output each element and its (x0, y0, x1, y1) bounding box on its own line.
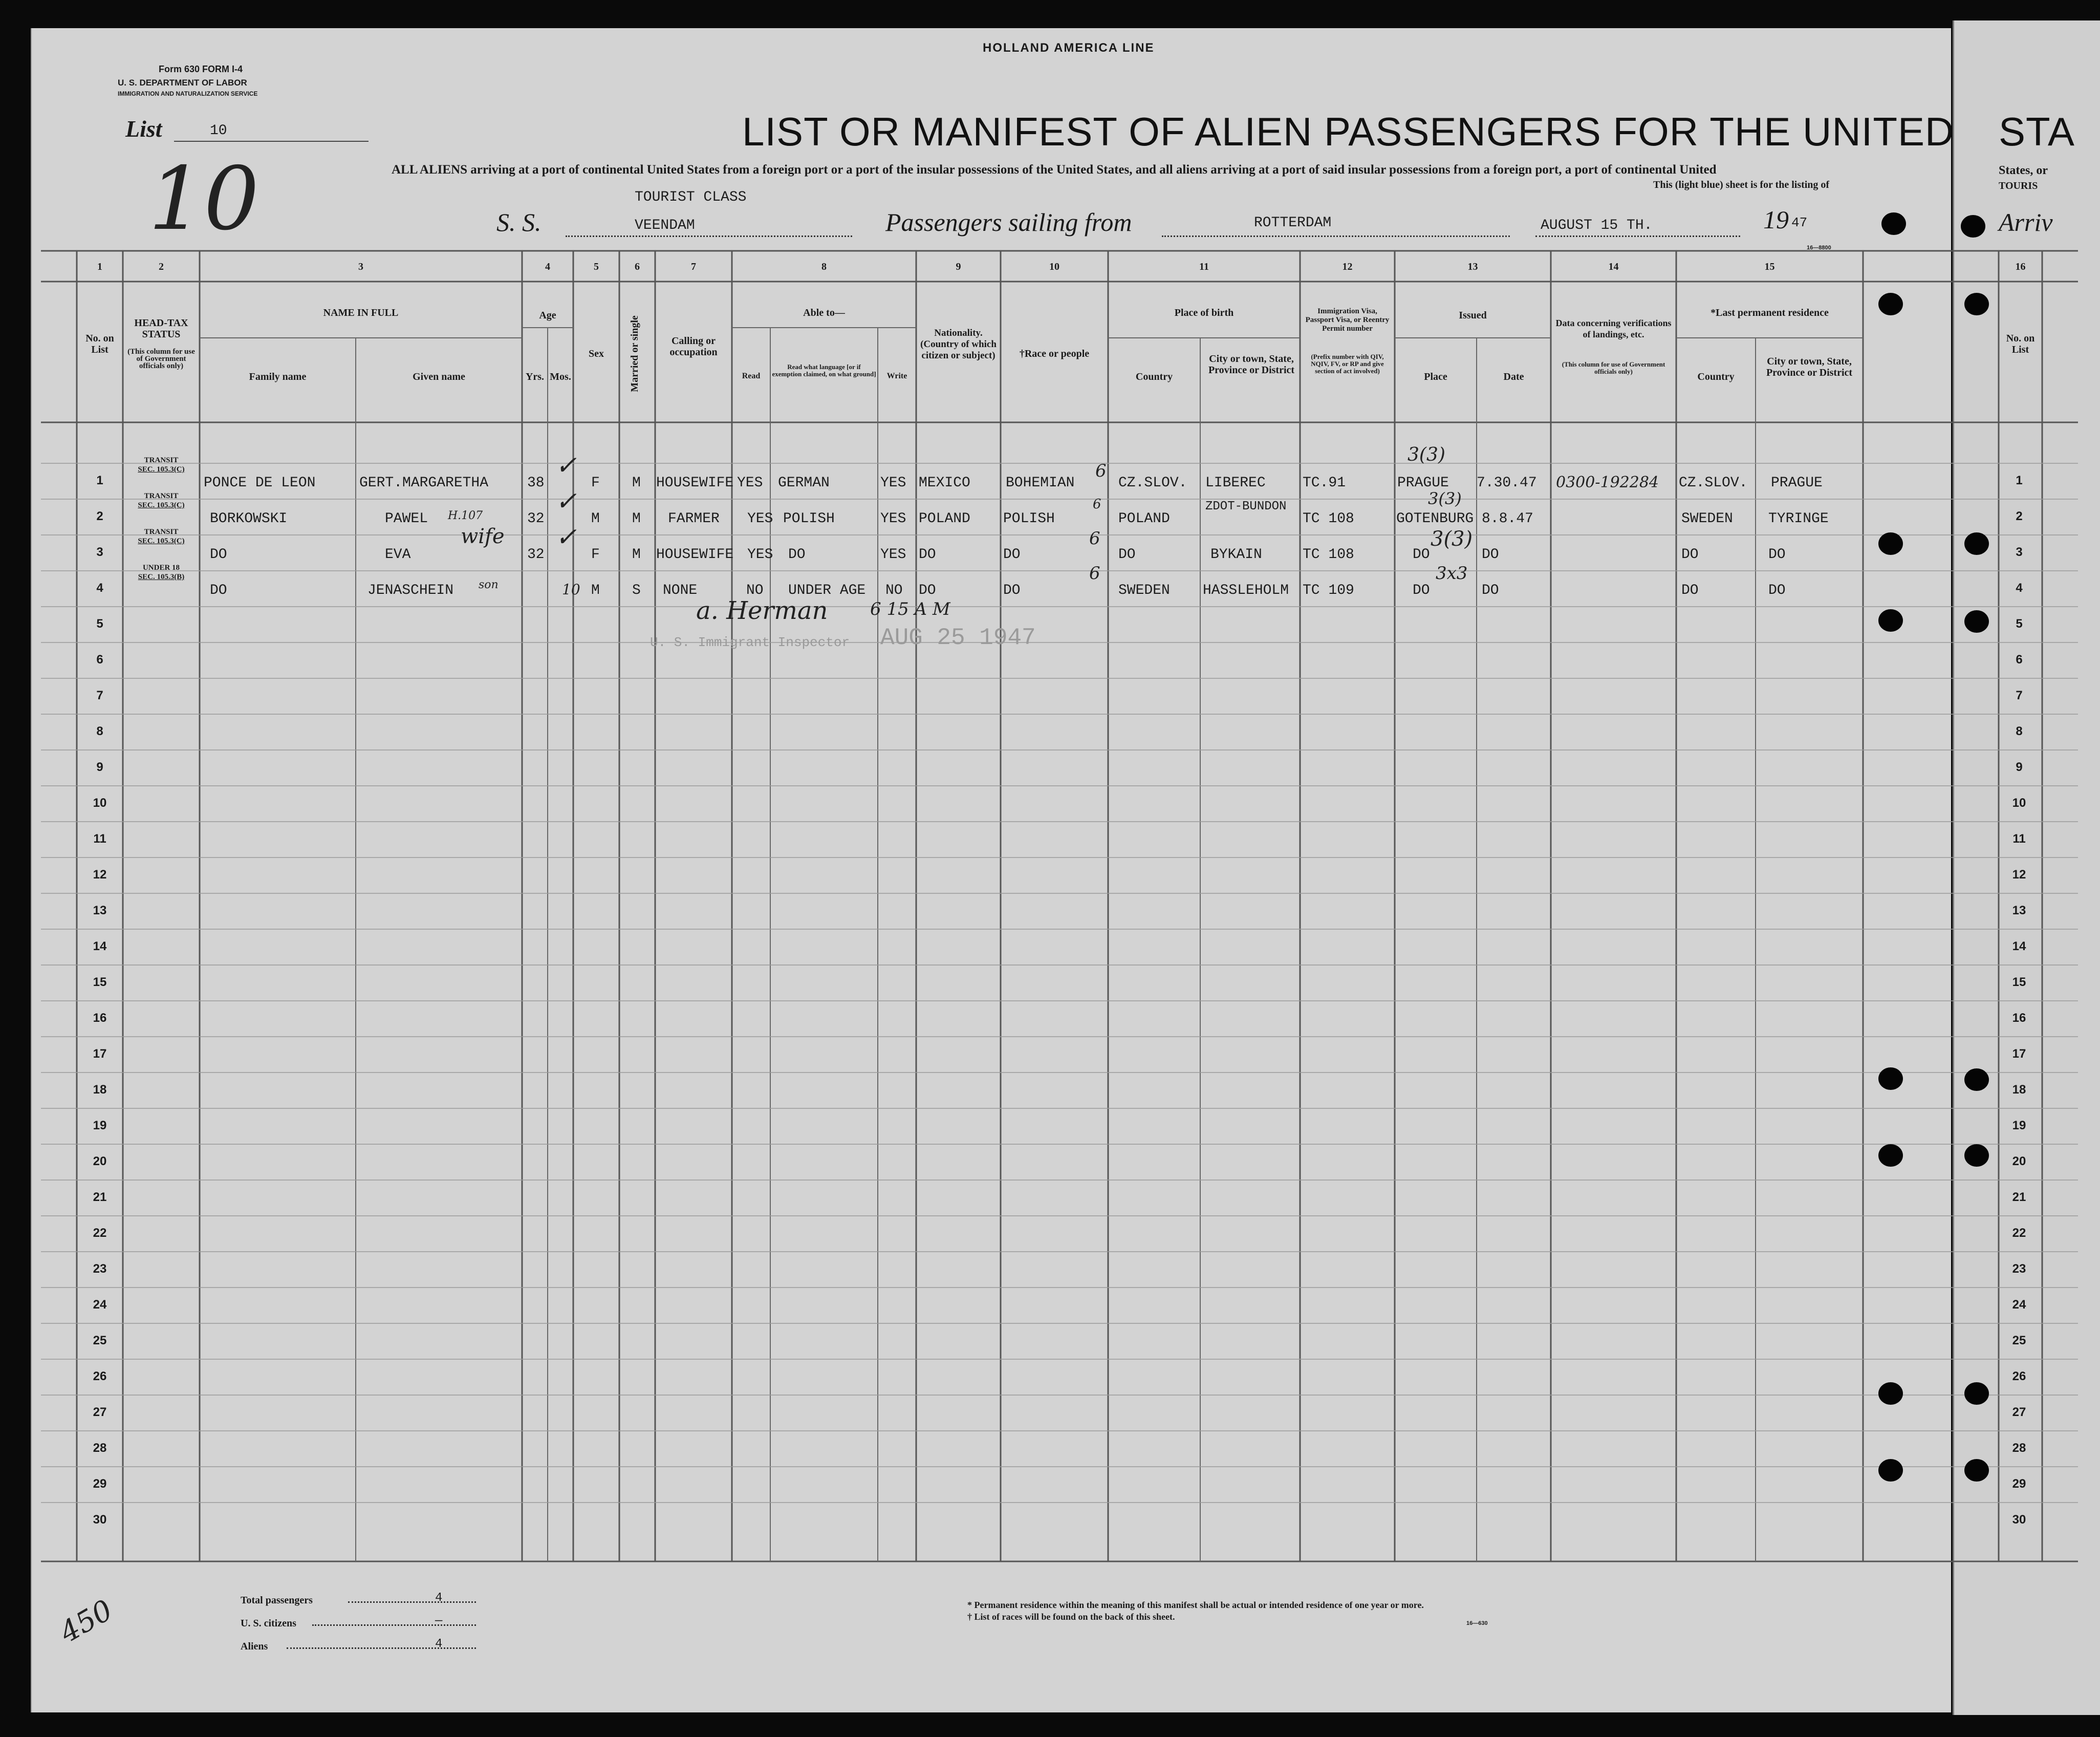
col-number-1: 1 (97, 261, 102, 272)
issued-date: 7.30.47 (1477, 475, 1537, 491)
row-number-right: 16 (2012, 1011, 2026, 1025)
visa-number: TC 109 (1303, 583, 1354, 598)
list-label: List (125, 116, 162, 142)
birth-city: HASSLEHOLM (1203, 583, 1289, 598)
row-number-right: 25 (2012, 1334, 2026, 1347)
birth-country: POLAND (1118, 511, 1170, 527)
issued-date: DO (1482, 547, 1499, 563)
issued-place: PRAGUE (1397, 475, 1449, 491)
row-number: 23 (93, 1262, 107, 1276)
departure-date: AUGUST 15 TH. (1541, 218, 1653, 233)
age-years: 32 (527, 547, 545, 563)
visa-number: TC 108 (1303, 511, 1354, 527)
sex: M (591, 511, 600, 527)
punch-hole (1878, 1144, 1903, 1167)
punch-hole (1878, 293, 1903, 315)
age-months: ✓ (555, 522, 577, 552)
header-issued-date: Date (1503, 371, 1524, 382)
row-number-right: 8 (2016, 724, 2023, 738)
header-months: Mos. (550, 371, 571, 382)
head-tax-status: TRANSIT (144, 528, 179, 536)
row-number-right: 19 (2012, 1119, 2026, 1132)
shipping-line: HOLLAND AMERICA LINE (983, 41, 1155, 55)
punch-hole (1878, 609, 1903, 632)
row-number: 13 (93, 904, 107, 917)
head-tax-status: UNDER 18 (142, 564, 180, 572)
sex: M (591, 583, 600, 598)
col-number-10: 10 (1049, 261, 1059, 272)
header-married-single: Married or single (629, 315, 640, 392)
col-number-14: 14 (1608, 261, 1619, 272)
page-title-continued: STA (1999, 109, 2075, 154)
occupation: HOUSEWIFE (656, 547, 734, 563)
birth-city: ZDOT-BUNDON (1205, 500, 1287, 513)
row-number-right: 26 (2012, 1369, 2026, 1383)
residence-country: DO (1681, 547, 1699, 563)
issued-date: 8.8.47 (1482, 511, 1533, 527)
col-number-7: 7 (691, 261, 696, 272)
row-number: 6 (96, 653, 103, 667)
row-number: 24 (93, 1298, 107, 1312)
row-number: 7 (96, 689, 103, 702)
header-write: Write (886, 372, 907, 380)
row-number: 3 (96, 545, 103, 559)
race-code: 6 (1093, 497, 1101, 512)
can-read: YES (737, 475, 763, 491)
row-number-right: 18 (2012, 1083, 2026, 1097)
residence-city: DO (1768, 583, 1786, 598)
punch-hole (1878, 1382, 1903, 1405)
head-tax-status: TRANSIT (144, 492, 179, 500)
header-last-residence: *Last permanent residence (1711, 307, 1829, 318)
row-number: 15 (93, 975, 107, 989)
residence-country: SWEDEN (1681, 511, 1733, 527)
row-number-right: 3 (2016, 545, 2023, 559)
occupation: HOUSEWIFE (656, 475, 734, 491)
row-number: 9 (96, 760, 103, 774)
header-issued: Issued (1459, 310, 1487, 321)
header-no-on-list: No. on List (85, 333, 114, 355)
row-number: 2 (96, 509, 103, 523)
citizens-dots (312, 1624, 476, 1626)
department: U. S. DEPARTMENT OF LABOR (118, 78, 247, 88)
col-number-3: 3 (358, 261, 363, 272)
header-residence-country: Country (1697, 371, 1735, 382)
row-number-right: 21 (2012, 1190, 2026, 1204)
birth-city: LIBEREC (1205, 475, 1266, 491)
given-name: PAWEL (385, 511, 428, 527)
punch-hole (1964, 293, 1989, 315)
footnote-code: 16—630 (1466, 1620, 1488, 1626)
row-number-right: 13 (2012, 904, 2026, 917)
can-read: YES (747, 547, 773, 563)
us-citizens-value: — (435, 1614, 443, 1628)
issued-place-note: 3x3 (1436, 563, 1468, 584)
page-subtitle: ALL ALIENS arriving at a port of continental United States from a foreign port or a port of the insular possessions of the United States, and all aliens arriving at a port of said insular possessions from a foreign port, a port of continental United (392, 163, 1717, 177)
row-number: 27 (93, 1405, 107, 1419)
birth-city: BYKAIN (1210, 547, 1262, 563)
header-no-on-list-right: No. on List (2006, 333, 2035, 355)
inspector-initials: 6 15 A M (870, 599, 950, 619)
head-tax-status: TRANSIT (144, 456, 179, 464)
row-number-right: 23 (2012, 1262, 2026, 1276)
header-birth-city: City or town, State, Province or District (1208, 353, 1295, 376)
age-months: 10 (562, 581, 580, 598)
row-number: 14 (93, 939, 107, 953)
subtitle-continued: States, or (1999, 164, 2048, 177)
can-write: YES (880, 511, 906, 527)
row-number: 28 (93, 1441, 107, 1455)
sex: F (591, 547, 600, 563)
row-number-right: 30 (2012, 1513, 2026, 1527)
row-number: 1 (96, 474, 103, 487)
family-name: DO (210, 547, 227, 563)
sheet-note: This (light blue) sheet is for the listing of (1653, 179, 1830, 190)
can-write: YES (880, 475, 906, 491)
header-residence-city: City or town, State, Province or District (1766, 356, 1853, 378)
aliens-value: 4 (435, 1637, 443, 1651)
aliens-dots (287, 1647, 476, 1649)
punch-hole (1964, 1459, 1989, 1482)
departure-port: ROTTERDAM (1254, 215, 1332, 231)
header-family-name: Family name (249, 371, 307, 382)
row-number-right: 7 (2016, 689, 2023, 702)
read-language: DO (788, 547, 806, 563)
header-visa: Immigration Visa, Passport Visa, or Reentry Permit number (1305, 307, 1390, 333)
year-prefix: 19 (1763, 205, 1789, 234)
header-head-tax-note: (This column for use of Government officials only) (127, 348, 195, 370)
marital-status: M (632, 475, 641, 491)
ship-name: VEENDAM (635, 218, 695, 233)
nationality: POLAND (919, 511, 970, 527)
row-number-right: 27 (2012, 1405, 2026, 1419)
ss-label: S. S. (496, 208, 542, 237)
header-years: Yrs. (525, 371, 545, 382)
list-number: 10 (210, 123, 227, 139)
row-number: 29 (93, 1477, 107, 1491)
issued-place-note: 3(3) (1408, 444, 1445, 465)
given-name: EVA (385, 547, 411, 563)
issued-date: DO (1482, 583, 1499, 598)
row-number: 5 (96, 617, 103, 631)
stamp-date: AUG 25 1947 (880, 625, 1036, 651)
row-number: 8 (96, 724, 103, 738)
row-number: 4 (96, 581, 103, 595)
head-tax-section: SEC. 105.3(C) (138, 537, 185, 545)
row-number-right: 2 (2016, 509, 2023, 523)
header-read-language: Read what language [or if exemption claimed, on what ground] (772, 363, 876, 378)
header-visa-note: (Prefix number with QIV, NQIV, FV, or RP and give section of act involved) (1311, 353, 1384, 375)
row-number-right: 28 (2012, 1441, 2026, 1455)
given-name: GERT.MARGARETHA (359, 475, 489, 491)
header-read: Read (742, 372, 761, 380)
punch-hole (1964, 532, 1989, 555)
row-number-right: 15 (2012, 975, 2026, 989)
header-nationality: Nationality. (Country of which citizen or subject) (920, 328, 997, 361)
header-place-of-birth: Place of birth (1174, 307, 1234, 318)
punch-hole (1964, 1068, 1989, 1091)
row-number: 21 (93, 1190, 107, 1204)
verification-data: 0300-192284 (1556, 474, 1659, 491)
header-issued-place: Place (1424, 371, 1447, 382)
given-name-note: H.107 (448, 509, 483, 522)
family-name: DO (210, 583, 227, 598)
arriving-continued: Arriv (1999, 208, 2053, 237)
marital-status: M (632, 547, 641, 563)
col-number-9: 9 (956, 261, 961, 272)
tourist-continued: TOURIS (1999, 180, 2038, 191)
punch-hole (1878, 1067, 1903, 1090)
total-dots (348, 1601, 476, 1603)
form-number: Form 630 FORM I-4 (159, 64, 243, 74)
sailing-label: Passengers sailing from (885, 208, 1132, 237)
punch-hole (1964, 610, 1989, 633)
head-tax-section: SEC. 105.3(C) (138, 465, 185, 474)
race: BOHEMIAN (1006, 475, 1075, 491)
race: POLISH (1003, 511, 1055, 527)
birth-country: SWEDEN (1118, 583, 1170, 598)
can-write: YES (880, 547, 906, 563)
row-number: 19 (93, 1119, 107, 1132)
residence-city: TYRINGE (1768, 511, 1829, 527)
issued-place: DO (1413, 547, 1430, 563)
issued-place: DO (1413, 583, 1430, 598)
aliens-label: Aliens (241, 1641, 268, 1652)
issued-place-note: 3(3) (1431, 527, 1473, 551)
occupation: FARMER (668, 511, 720, 527)
given-name-note: wife (461, 525, 505, 548)
handwritten-list-number: 10 (148, 148, 259, 250)
sex: F (591, 475, 600, 491)
birth-country: DO (1118, 547, 1136, 563)
row-number-right: 14 (2012, 939, 2026, 953)
col-number-4: 4 (545, 261, 550, 272)
punch-hole (1964, 1382, 1989, 1405)
row-number: 12 (93, 868, 107, 882)
col-number-15: 15 (1764, 261, 1775, 272)
age-years: 38 (527, 475, 545, 491)
nationality: MEXICO (919, 475, 970, 491)
row-number-right: 4 (2016, 581, 2023, 595)
punch-hole (1878, 532, 1903, 555)
col-number-13: 13 (1467, 261, 1478, 272)
can-read: YES (747, 511, 773, 527)
race: DO (1003, 547, 1021, 563)
inspector-stamp: U. S. Immigrant Inspector (650, 635, 850, 650)
residence-country: DO (1681, 583, 1699, 598)
col-number-11: 11 (1199, 261, 1209, 272)
row-number-right: 10 (2012, 796, 2026, 810)
head-tax-section: SEC. 105.3(B) (138, 573, 185, 581)
total-passengers-value: 4 (435, 1591, 443, 1605)
header-name-in-full: NAME IN FULL (323, 307, 399, 318)
header-able-to: Able to— (803, 307, 845, 318)
race-code: 6 (1089, 528, 1100, 549)
row-number-right: 9 (2016, 760, 2023, 774)
residence-city: PRAGUE (1771, 475, 1823, 491)
race: DO (1003, 583, 1021, 598)
header-data-note: (This column for use of Government officials only) (1562, 360, 1665, 375)
punch-hole (1961, 215, 1985, 238)
header-race: †Race or people (1019, 348, 1090, 359)
family-name: BORKOWSKI (210, 511, 288, 527)
row-number-right: 22 (2012, 1226, 2026, 1240)
footnote-residence: * Permanent residence within the meaning of this manifest shall be actual or intended residence of one year or more. (967, 1600, 1424, 1610)
punch-hole (1878, 1459, 1903, 1482)
row-number-right: 17 (2012, 1047, 2026, 1061)
marital-status: S (632, 583, 641, 598)
col-number-6: 6 (635, 261, 640, 272)
issued-place: GOTENBURG (1396, 511, 1474, 527)
residence-country: CZ.SLOV. (1679, 475, 1748, 491)
row-number: 16 (93, 1011, 107, 1025)
row-number: 20 (93, 1154, 107, 1168)
age-months: ✓ (555, 486, 577, 516)
residence-city: DO (1768, 547, 1786, 563)
row-number-right: 29 (2012, 1477, 2026, 1491)
issued-place-note: 3(3) (1428, 489, 1462, 508)
header-calling: Calling or occupation (669, 335, 718, 358)
form-code: 16—8800 (1807, 245, 1831, 251)
read-language: GERMAN (778, 475, 830, 491)
header-birth-country: Country (1135, 371, 1173, 382)
row-number: 25 (93, 1334, 107, 1347)
row-number-right: 6 (2016, 653, 2023, 667)
header-given-name: Given name (413, 371, 465, 382)
row-number-right: 12 (2012, 868, 2026, 882)
service: IMMIGRATION AND NATURALIZATION SERVICE (118, 90, 258, 97)
row-number-right: 20 (2012, 1154, 2026, 1168)
punch-hole (1964, 1144, 1989, 1167)
class-label: TOURIST CLASS (635, 189, 747, 205)
marital-status: M (632, 511, 641, 527)
col-number-5: 5 (594, 261, 599, 272)
row-number: 26 (93, 1369, 107, 1383)
header-sex: Sex (589, 348, 604, 359)
col-number-12: 12 (1342, 261, 1353, 272)
family-name: PONCE DE LEON (204, 475, 316, 491)
header-data-concerning: Data concerning verifications of landings, etc. (1555, 318, 1672, 339)
row-number: 11 (93, 832, 106, 846)
row-number: 17 (93, 1047, 107, 1061)
age-months: ✓ (555, 451, 577, 480)
can-write: NO (885, 583, 903, 598)
row-number: 22 (93, 1226, 107, 1240)
read-language: POLISH (783, 511, 835, 527)
total-passengers-label: Total passengers (241, 1595, 313, 1606)
header-age: Age (539, 310, 556, 321)
page-title: LIST OR MANIFEST OF ALIEN PASSENGERS FOR THE UNITED (742, 109, 1955, 154)
row-number: 30 (93, 1513, 107, 1527)
birth-country: CZ.SLOV. (1118, 475, 1187, 491)
occupation: NONE (663, 583, 698, 598)
col-number-2: 2 (159, 261, 164, 272)
age-years: 32 (527, 511, 545, 527)
year-suffix: 47 (1791, 215, 1808, 230)
given-name: JENASCHEIN (367, 583, 454, 598)
row-number-right: 5 (2016, 617, 2023, 631)
race-code: 6 (1095, 461, 1107, 481)
row-number: 10 (93, 796, 107, 810)
nationality: DO (919, 547, 936, 563)
footnote-races: † List of races will be found on the back of this sheet. (967, 1612, 1175, 1622)
can-read: NO (746, 583, 764, 598)
col-number-8: 8 (821, 261, 827, 272)
head-tax-section: SEC. 105.3(C) (138, 501, 185, 509)
inspector-signature: a. Herman (696, 596, 828, 625)
us-citizens-label: U. S. citizens (241, 1618, 296, 1629)
read-language: UNDER AGE (788, 583, 866, 598)
margin-number: 450 (54, 1593, 118, 1650)
row-number-right: 1 (2016, 474, 2023, 487)
visa-number: TC.91 (1303, 475, 1346, 491)
row-number: 18 (93, 1083, 107, 1097)
punch-hole (1881, 212, 1906, 235)
header-head-tax: HEAD-TAX STATUS (134, 317, 188, 340)
race-code: 6 (1089, 563, 1100, 584)
given-name-note: son (479, 578, 499, 591)
visa-number: TC 108 (1303, 547, 1354, 563)
nationality: DO (919, 583, 936, 598)
row-number-right: 11 (2012, 832, 2026, 846)
col-number-16: 16 (2015, 261, 2026, 272)
row-number-right: 24 (2012, 1298, 2026, 1312)
